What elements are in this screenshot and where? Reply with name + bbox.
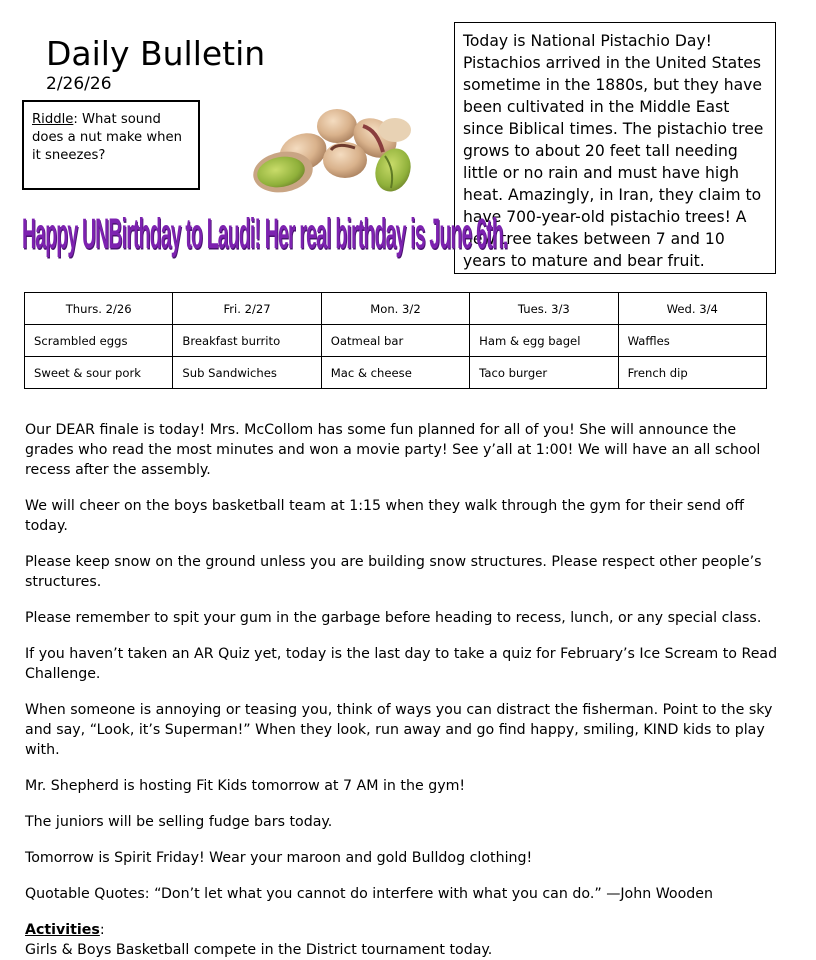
menu-cell: French dip (618, 357, 766, 389)
announcement-quote: Quotable Quotes: “Don’t let what you cannot do interfere with what you can do.” —John Wooden (25, 886, 714, 902)
riddle-label: Riddle (32, 112, 74, 127)
announcement-fit-kids: Mr. Shepherd is hosting Fit Kids tomorrow at 7 AM in the gym! (25, 778, 466, 794)
riddle-box (22, 100, 200, 190)
announcement-kindness: When someone is annoying or teasing you, think of ways you can distract the fisherman. Point to the sky and say, “Look, it’s Superman!” When they look, run away and go find happy, smiling, KIND kids to play with. (25, 702, 773, 758)
menu-row-breakfast (25, 325, 767, 357)
menu-cell: Mac & cheese (321, 357, 469, 389)
menu-day-header: Tues. 3/3 (470, 293, 618, 325)
bulletin-date: 2/26/26 (46, 74, 112, 94)
menu-day-header: Wed. 3/4 (618, 293, 766, 325)
menu-cell: Scrambled eggs (25, 325, 173, 357)
announcement-dear-finale: Our DEAR finale is today! Mrs. McCollom has some fun planned for all of you! She will announce the grades who read the most minutes and won a movie party! See y’all at 1:00! We will have an all school recess after the assembly. (25, 422, 761, 478)
birthday-banner (22, 210, 508, 276)
announcement-gum: Please remember to spit your gum in the garbage before heading to recess, lunch, or any special class. (25, 610, 762, 626)
activities-heading: Activities (25, 922, 100, 938)
announcement-fudge-bars: The juniors will be selling fudge bars today. (25, 814, 333, 830)
riddle-text: : What sound does a nut make when it sneezes? (32, 112, 182, 163)
activities-heading-line (25, 920, 785, 940)
activities-text: Girls & Boys Basketball compete in the District tournament today. (25, 942, 493, 958)
pistachio-nuts-image (245, 90, 425, 200)
bulletin-title: Daily Bulletin (46, 34, 266, 73)
birthday-banner-text: Happy UNBirthday to Laudi! Her real birthday is June 6th. (22, 210, 508, 259)
lunch-menu-table (24, 292, 767, 389)
announcements (25, 420, 785, 960)
menu-cell: Waffles (618, 325, 766, 357)
announcement-ar-quiz: If you haven’t taken an AR Quiz yet, today is the last day to take a quiz for February’s Ice Scream to Read Challenge. (25, 646, 778, 682)
pistachio-fact-box: Today is National Pistachio Day! Pistachios arrived in the United States sometime in the 1880s, but they have been cultivated in the Middle East since Biblical times. The pistachio tree grows to about 20 feet tall needing little or no rain and must have high heat. Amazingly, in Iran, they claim to have 700-year-old pistachio trees! A new tree takes between 7 and 10 years to mature and bear fruit. (454, 22, 776, 274)
menu-day-header: Thurs. 2/26 (25, 293, 173, 325)
announcement-spirit-friday: Tomorrow is Spirit Friday! Wear your maroon and gold Bulldog clothing! (25, 850, 533, 866)
menu-cell: Sweet & sour pork (25, 357, 173, 389)
menu-cell: Taco burger (470, 357, 618, 389)
menu-cell: Sub Sandwiches (173, 357, 321, 389)
menu-cell: Oatmeal bar (321, 325, 469, 357)
menu-cell: Ham & egg bagel (470, 325, 618, 357)
menu-row-lunch (25, 357, 767, 389)
announcement-snow: Please keep snow on the ground unless you are building snow structures. Please respect other people’s structures. (25, 554, 762, 590)
menu-day-header: Fri. 2/27 (173, 293, 321, 325)
menu-cell: Breakfast burrito (173, 325, 321, 357)
menu-day-header: Mon. 3/2 (321, 293, 469, 325)
menu-header-row (25, 293, 767, 325)
announcement-basketball-send-off: We will cheer on the boys basketball team at 1:15 when they walk through the gym for their send off today. (25, 498, 744, 534)
activities-colon: : (99, 922, 105, 938)
